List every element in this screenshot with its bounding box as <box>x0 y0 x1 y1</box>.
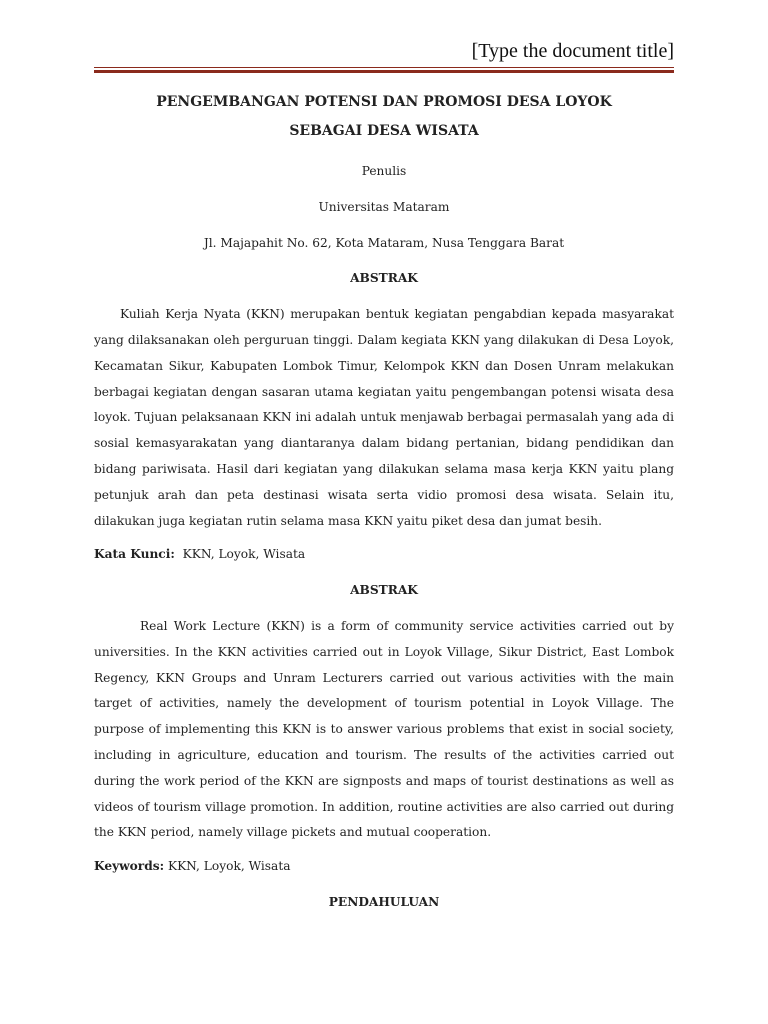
abstract-id-body: Kuliah Kerja Nyata (KKN) merupakan bentuk kegiatan pengabdian kepada masyarakat yang dilaksanakan oleh perguruan tinggi. Dalam kegiata KKN yang dilakukan di Desa Loyok, Kecamatan Sikur, Kabupaten Lombok Timur, Kelompok KKN dan Dosen Unram melakukan berbagai kegiatan dengan sasaran utama kegiatan yaitu pengembangan potensi wisata desa loyok. Tujuan pelaksanaan KKN ini adalah untuk menjawab berbagai permasalah yang ada di sosial kemasyarakatan yang diantaranya dalam bidang pertanian, bidang pendidikan dan bidang pariwisata. Hasil dari kegiatan yang dilakukan selama masa kerja KKN yaitu plang petunjuk arah dan peta destinasi wisata serta vidio promosi desa wisata. Selain itu, dilakukan juga kegiatan rutin selama masa KKN yaitu piket desa dan jumat besih. <box>94 307 674 528</box>
abstract-en-body: Real Work Lecture (KKN) is a form of community service activities carried out by universities. In the KKN activities carried out in Loyok Village, Sikur District, East Lombok Regency, KKN Groups and Unram Lecturers carried out various activities with the main target of activities, namely the development of tourism potential in Loyok Village. The purpose of implementing this KKN is to answer various problems that exist in social society, including in agriculture, education and tourism. The results of the activities carried out during the work period of the KKN are signposts and maps of tourist destinations as well as videos of tourism village promotion. In addition, routine activities are also carried out during the KKN period, namely village pickets and mutual cooperation. <box>94 618 674 840</box>
university: Universitas Mataram <box>318 199 450 214</box>
abstract-id-keywords <box>94 542 674 568</box>
section-heading-pendahuluan: PENDAHULUAN <box>328 894 440 909</box>
header-document-title: [Type the document title] <box>471 40 674 62</box>
abstract-en-keywords <box>94 854 674 880</box>
address: Jl. Majapahit No. 62, Kota Mataram, Nusa Tenggara Barat <box>203 235 565 250</box>
keywords-en-label: Keywords: <box>94 859 165 874</box>
keywords-id-values: KKN, Loyok, Wisata <box>182 547 306 562</box>
keywords-id-label: Kata Kunci: <box>94 547 175 562</box>
paper-title-line-2: SEBAGAI DESA WISATA <box>289 123 479 139</box>
keywords-en-values: KKN, Loyok, Wisata <box>167 859 291 874</box>
document-body <box>94 88 674 916</box>
paper-title-line-1: PENGEMBANGAN POTENSI DAN PROMOSI DESA LOYOK <box>156 94 612 110</box>
abstract-en-heading: ABSTRAK <box>350 583 418 598</box>
header-rule-thick <box>94 70 674 73</box>
author: Penulis <box>361 164 407 178</box>
abstract-id-heading: ABSTRAK <box>350 271 418 286</box>
header-rule-thin <box>94 67 674 68</box>
